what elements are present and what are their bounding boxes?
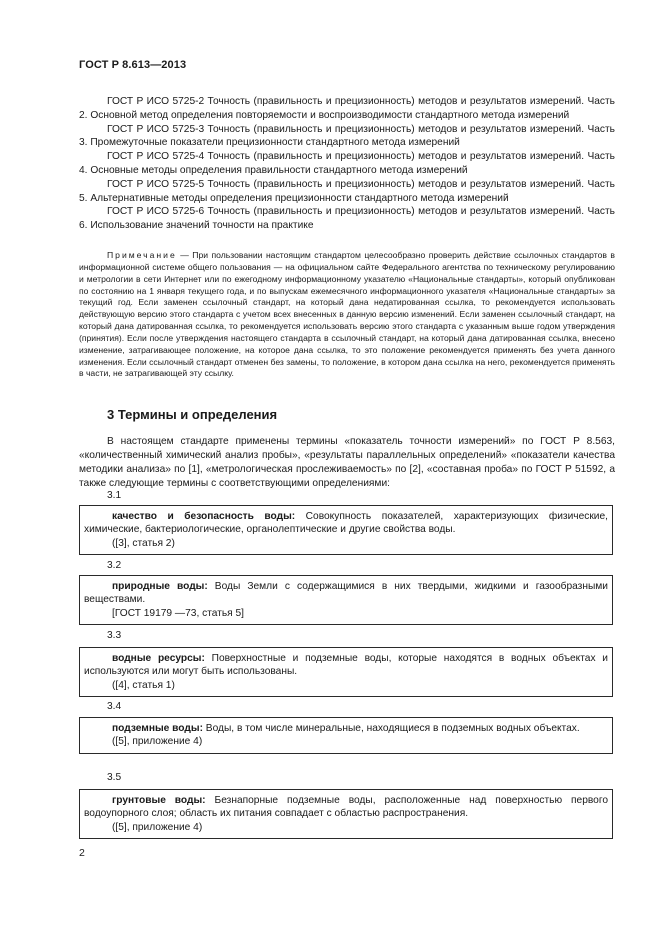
term-number: 3.5	[107, 772, 122, 783]
term-name: подземные воды:	[112, 723, 203, 734]
reference-item: ГОСТ Р ИСО 5725-6 Точность (правильность и прецизионность) методов и результатов измерений. Часть 6. Использование значений точности на практике	[79, 206, 615, 232]
reference-item: ГОСТ Р ИСО 5725-5 Точность (правильность и прецизионность) методов и результатов измерений. Часть 5. Альтернативные методы определения прецизионности стандартного метода измерений	[79, 178, 615, 204]
reference-item: ГОСТ Р ИСО 5725-3 Точность (правильность и прецизионность) методов и результатов измерений. Часть 3. Промежуточные показатели прецизионности стандартного метода измерений	[79, 123, 615, 149]
section-title: 3 Термины и определения	[107, 407, 278, 422]
term-name: качество и безопасность воды:	[112, 511, 296, 522]
term-box	[79, 789, 613, 839]
term-definition: Совокупность показателей, характеризующих физические, химические, бактериологические, органолептические и другие свойства воды.	[84, 511, 608, 536]
term-source: [ГОСТ 19179 —73, статья 5]	[112, 607, 245, 619]
document-header: ГОСТ Р 8.613—2013	[79, 59, 187, 71]
term-box	[79, 717, 613, 754]
term-box	[79, 505, 613, 555]
term-name: грунтовые воды:	[112, 795, 206, 806]
term-definition: Воды, в том числе минеральные, находящиеся в подземных водных объектах.	[202, 723, 580, 734]
note-text: — При пользовании настоящим стандартом целесообразно проверить действие ссылочных стандартов в информационной системе общего пользования — на официальном сайте Федерального агентства по техническому регулированию и метрологии в сети Интернет или по ежегодному информационному указателю «Национальные стандарты», который опубликован по состоянию на 1 января текущего года, и по выпускам ежемесячного информационного указателя «Национальные стандарты» за текущий год. Если заменен ссылочный стандарт, на который дана недатированная ссылка, то рекомендуется использовать действующую версию этого стандарта с учетом всех внесенных в данную версию изменений. Если заменен ссылочный стандарт, на который дана датированная ссылка, то рекомендуется использовать версию этого стандарта с указанным выше годом утверждения (принятия). Если после утверждения настоящего стандарта в ссылочный стандарт, на который дана датированная ссылка, внесено изменение, затрагивающее положение, на которое дана ссылка, то это положение рекомендуется применять без учета данного изменения. Если ссылочный стандарт отменен без замены, то положение, в котором дана ссылка на него, рекомендуется применять в части, не затрагивающей эту ссылку.	[79, 250, 615, 379]
term-number: 3.2	[107, 560, 122, 571]
term-definition: Воды Земли с содержащимися в них твердыми, жидкими и газообразными веществами.	[84, 581, 608, 606]
term-name: природные воды:	[112, 581, 208, 592]
page-number: 2	[79, 847, 85, 859]
term-definition: Поверхностные и подземные воды, которые находятся в водных объектах и используются или могут быть использованы.	[84, 653, 608, 678]
reference-item: ГОСТ Р ИСО 5725-2 Точность (правильность и прецизионность) методов и результатов измерений. Часть 2. Основной метод определения повторяемости и воспроизводимости стандартного метода измерений	[79, 96, 615, 121]
term-source: ([3], статья 2)	[112, 537, 175, 549]
term-box	[79, 575, 613, 625]
intro-paragraph: В настоящем стандарте применены термины «показатель точности измерений» по ГОСТ Р 8.563, «количественный химический анализ пробы», «результаты параллельных определений» «показатели качества методики анализа» по [1], «метрологическая прослеживаемость» по [2], «составная проба» по ГОСТ Р 51592, а также следующие термины с соответствующими определениями:	[79, 436, 615, 489]
term-number: 3.3	[107, 630, 122, 641]
note-label: Примечание	[107, 250, 177, 260]
term-source: ([5], приложение 4)	[112, 821, 203, 833]
term-source: ([5], приложение 4)	[112, 736, 203, 748]
note-block	[79, 250, 615, 380]
normative-references-list	[79, 95, 615, 233]
reference-item: ГОСТ Р ИСО 5725-4 Точность (правильность и прецизионность) методов и результатов измерений. Часть 4. Основные методы определения правильности стандартного метода измерений	[79, 151, 615, 176]
term-name: водные ресурсы:	[112, 653, 205, 664]
section-intro	[79, 435, 615, 491]
term-definition: Безнапорные подземные воды, расположенные над поверхностью первого водоупорного слоя; область их питания совпадает с областью распространения.	[84, 795, 608, 820]
term-number: 3.1	[107, 490, 122, 501]
term-box	[79, 647, 613, 697]
term-source: ([4], статья 1)	[112, 679, 175, 691]
term-number: 3.4	[107, 701, 122, 712]
